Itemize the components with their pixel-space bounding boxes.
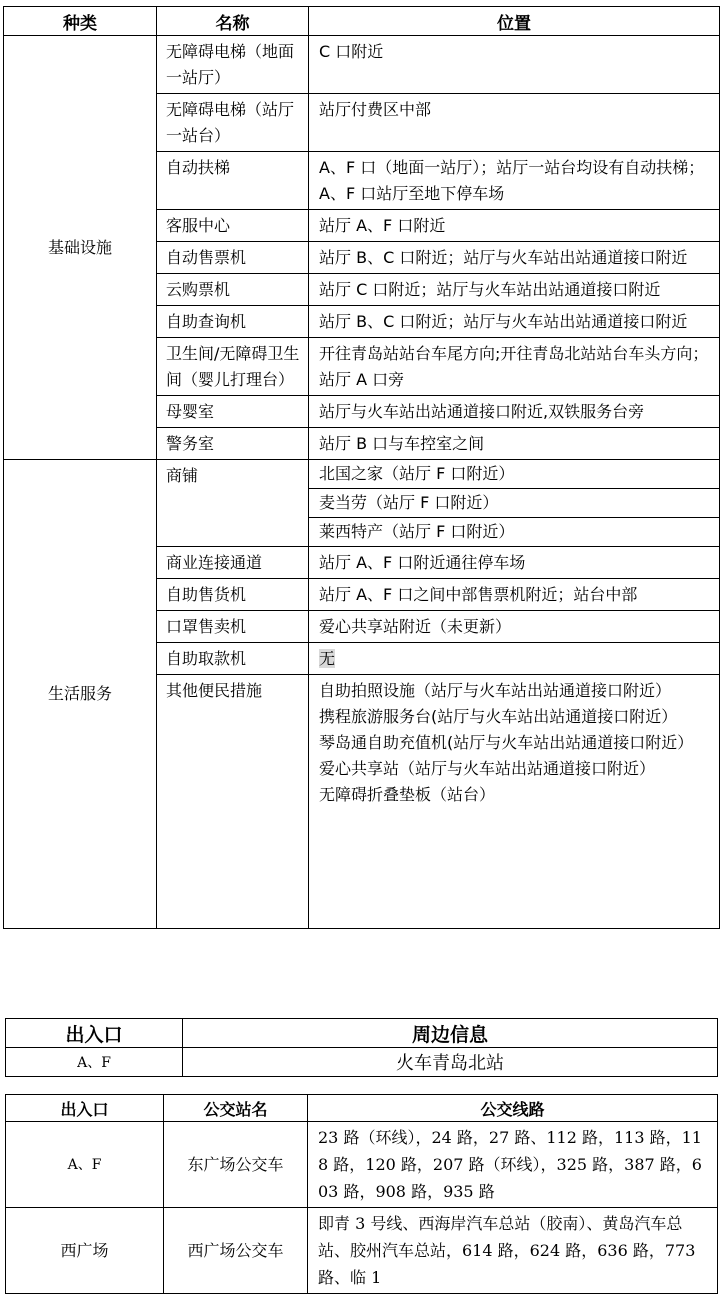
facility-name: 自助取款机 <box>157 643 309 675</box>
table-row <box>6 1122 718 1208</box>
facility-location: 站厅 A、F 口附近 <box>309 210 720 242</box>
facility-location: 站厅付费区中部 <box>309 94 720 152</box>
bus-routes-cell: 23 路（环线），24 路，27 路、112 路，113 路，118 路，120 路，207 路（环线），325 路，387 路，603 路，908 路，935 路 <box>308 1122 718 1208</box>
list-item: 自助拍照设施（站厅与火车站出站通道接口附近） <box>319 681 672 700</box>
list-item: 无障碍折叠垫板（站台） <box>319 785 496 804</box>
header-name: 名称 <box>157 7 309 36</box>
facility-name: 自助查询机 <box>157 306 309 338</box>
facility-location: 站厅 B、C 口附近；站厅与火车站出站通道接口附近 <box>309 242 720 274</box>
header-exit: 出入口 <box>6 1095 164 1122</box>
facility-location-cell <box>309 643 720 675</box>
bus-routes-cell: 即青 3 号线、西海岸汽车总站（胶南）、黄岛汽车总站、胶州汽车总站，614 路，624 路，636 路，773 路、临 1 <box>308 1208 718 1294</box>
surroundings-table <box>5 1018 718 1077</box>
facility-location: 站厅 B、C 口附近；站厅与火车站出站通道接口附近 <box>309 306 720 338</box>
category-life: 生活服务 <box>4 460 157 929</box>
exit-cell: A、F <box>6 1048 183 1077</box>
category-basic: 基础设施 <box>4 36 157 460</box>
facility-location: 无 <box>319 649 336 668</box>
bus-stop-cell: 东广场公交车 <box>164 1122 308 1208</box>
table-row <box>4 36 720 94</box>
header-location: 位置 <box>309 7 720 36</box>
facility-name: 商业连接通道 <box>157 547 309 579</box>
facility-name: 商铺 <box>157 460 309 547</box>
facility-location: 爱心共享站附近（未更新） <box>309 611 720 643</box>
list-item: 琴岛通自助充值机(站厅与火车站出站通道接口附近） <box>319 733 694 752</box>
facility-location: 站厅 B 口与车控室之间 <box>309 428 720 460</box>
facility-name: 云购票机 <box>157 274 309 306</box>
facility-location: 开往青岛站站台车尾方向;开往青岛北站站台车头方向；站厅 A 口旁 <box>309 338 720 396</box>
facility-name: 客服中心 <box>157 210 309 242</box>
facility-name: 其他便民措施 <box>157 675 309 929</box>
facility-name: 警务室 <box>157 428 309 460</box>
facility-location-list <box>309 675 720 929</box>
table-row <box>4 460 720 489</box>
table-row <box>6 1048 718 1077</box>
facility-name: 自动售票机 <box>157 242 309 274</box>
facility-location: 莱西特产（站厅 F 口附近） <box>309 518 720 547</box>
facility-location: 站厅与火车站出站通道接口附近,双铁服务台旁 <box>309 396 720 428</box>
facilities-table <box>3 6 720 929</box>
bus-header-row <box>6 1095 718 1122</box>
header-info: 周边信息 <box>183 1019 718 1048</box>
facility-location: 站厅 A、F 口附近通往停车场 <box>309 547 720 579</box>
facility-location: 站厅 A、F 口之间中部售票机附近；站台中部 <box>309 579 720 611</box>
facility-location: 麦当劳（站厅 F 口附近） <box>309 489 720 518</box>
facility-name: 自动扶梯 <box>157 152 309 210</box>
facility-name: 口罩售卖机 <box>157 611 309 643</box>
facility-location: C 口附近 <box>309 36 720 94</box>
facilities-header-row <box>4 7 720 36</box>
facility-location: 北国之家（站厅 F 口附近） <box>309 460 720 489</box>
header-stop: 公交站名 <box>164 1095 308 1122</box>
exit-cell: A、F <box>6 1122 164 1208</box>
list-item: 爱心共享站（站厅与火车站出站通道接口附近） <box>319 759 656 778</box>
facility-location: A、F 口（地面一站厅）；站厅一站台均设有自动扶梯；A、F 口站厅至地下停车场 <box>309 152 720 210</box>
bus-stop-cell: 西广场公交车 <box>164 1208 308 1294</box>
surroundings-header-row <box>6 1019 718 1048</box>
list-item: 携程旅游服务台(站厅与火车站出站通道接口附近） <box>319 707 678 726</box>
surrounding-info-cell: 火车青岛北站 <box>183 1048 718 1077</box>
bus-table <box>5 1094 718 1294</box>
facility-name: 无障碍电梯（地面一站厅） <box>157 36 309 94</box>
facility-name: 卫生间/无障碍卫生间（婴儿打理台） <box>157 338 309 396</box>
facility-name: 自助售货机 <box>157 579 309 611</box>
exit-cell: 西广场 <box>6 1208 164 1294</box>
header-category: 种类 <box>4 7 157 36</box>
facility-location: 站厅 C 口附近；站厅与火车站出站通道接口附近 <box>309 274 720 306</box>
header-routes: 公交线路 <box>308 1095 718 1122</box>
table-row <box>6 1208 718 1294</box>
facility-name: 母婴室 <box>157 396 309 428</box>
header-exit: 出入口 <box>6 1019 183 1048</box>
facility-name: 无障碍电梯（站厅一站台） <box>157 94 309 152</box>
